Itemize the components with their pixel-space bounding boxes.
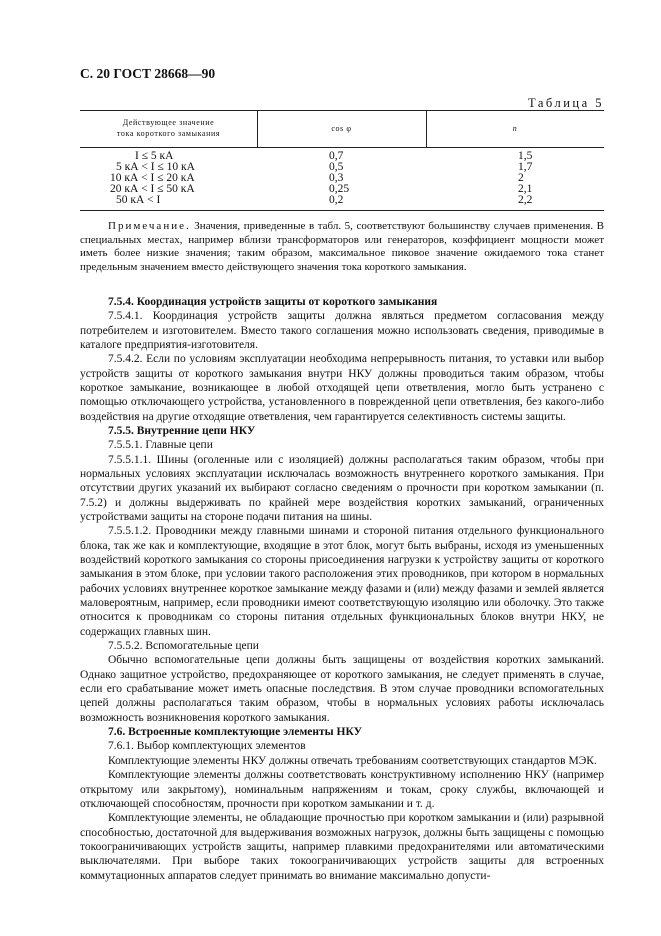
paragraph-7-6-1: 7.6.1. Выбор комплектующих элементов [108,740,306,753]
paragraph-7-5-5-2: 7.5.5.2. Вспомогательные цепи [108,640,259,653]
section-heading-7-5-4: 7.5.4. Координация устройств защиты от короткого замыкания [108,295,438,308]
table-cell-cos: 0,5 [329,161,344,173]
paragraph-7-6-1-a: Комплектующие элементы НКУ должны отвечать требованиям соответствующих стандартов МЭК. [108,754,597,767]
table-cell-n: 1,5 [518,150,533,162]
table-cell-current: I ≤ 5 кА [135,150,174,162]
table-top-rule [80,110,604,111]
paragraph-7-6-1-c: Комплектующие элементы, не обладающие прочностью при коротком замыкании и (или) разрывной способностью, достаточной для выдерживания возможных нагрузок, должны быть защищены с помощью токоограничивающих устройств защиты, например плавкими предохранителями или автоматическими выключателями. При выборе таких токоограничивающих устройств защиты для встроенных коммутационных аппаратов следует принимать во внимание максимально допусти- [80,812,604,882]
paragraph-7-5-4-1: 7.5.4.1. Координация устройств защиты должна являться предметом согласования между потребителем и изготовителем. Вместо такого соглашения можно использовать сведения, приводимые в каталоге предприятия-изготовителя. [80,310,604,351]
table-cell-current: 10 кА < I ≤ 20 кА [110,172,195,184]
section-heading-7-5-5: 7.5.5. Внутренние цепи НКУ [108,424,256,437]
paragraph-7-5-5-1-1: 7.5.5.1.1. Шины (оголенные или с изоляцией) должны располагаться таким образом, чтобы при нормальных условиях эксплуатации исключалась возможность внутреннего короткого замыкания. При отсутствии других указаний их выбирают согласно сведениям о прочности при коротком замыкании (п. 7.5.2) и должны выдерживать по крайней мере воздействия коротких замыканий, ограниченных устройствами защиты на стороне подачи питания на шины. [80,453,604,523]
table-header-n: n [512,124,518,133]
table-cell-cos: 0,3 [329,172,344,184]
page-header: С. 20 ГОСТ 28668—90 [80,66,216,81]
table-cell-n: 1,7 [518,161,533,173]
note-text: Значения, приведенные в табл. 5, соответствуют большинству случаев применения. В специальных местах, например вблизи трансформаторов или генераторов, коэффициент мощности может иметь более низкие значения; таким образом, максимальное пиковое значение ожидаемого тока станет предельным значением вместо действующего значения тока короткого замыкания. [80,220,604,274]
table-cell-cos: 0,7 [329,150,344,162]
table-header-current-line2: тока короткого замыкания [116,129,221,138]
table-cell-current: 5 кА < I ≤ 10 кА [116,161,195,173]
table-header-cos: cos φ [331,124,352,133]
paragraph-7-5-5-1: 7.5.5.1. Главные цепи [108,439,213,452]
table-header-current [80,117,257,139]
note-label: Примечание. [108,220,191,232]
table-caption: Таблица 5 [528,96,604,110]
table-note [80,220,604,275]
table-header-current-line1: Действующее значение [122,118,215,127]
table-cell-cos: 0,25 [329,183,350,195]
table-cell-n: 2 [518,172,524,184]
table-header-rule [80,147,604,148]
paragraph-7-5-5-1-2: 7.5.5.1.2. Проводники между главными шинами и стороной питания отдельного функционального блока, так же как и комплектующие, входящие в этот блок, могут быть выбраны, исходя из уменьшенных воздействий короткого замыкания со стороны присоединения нагрузки к устройству защиты от короткого замыкания в этом блоке, при условии такого расположения этих проводников, при котором в нормальных рабочих условиях внутреннее короткое замыкание между фазами и (или) между фазами и землей является маловероятным, например, если проводники имеют соответствующую изоляцию или оболочку. Это также относится к проводникам со стороны питания отдельных функциональных блоков внутри НКУ, не содержащих главных шин. [80,525,604,638]
document-body [80,220,604,883]
table-cell-n: 2,2 [518,194,533,206]
paragraph-7-5-4-2: 7.5.4.2. Если по условиям эксплуатации необходима непрерывность питания, то уставки или выбор устройств защиты от короткого замыкания внутри НКУ должны проводиться таким образом, чтобы короткое замыкание, возникающее в любой отходящей цепи ответвления, могло быть устранено с помощью отключающего устройства, установленного в поврежденной цепи ответвления, без какого-либо воздействия на другие отходящие ответвления, чем гарантируется селективность системы защиты. [80,353,604,423]
paragraph-7-5-5-2-body: Обычно вспомогательные цепи должны быть защищены от воздействия коротких замыканий. Однако защитное устройство, предохраняющее от короткого замыкания, не следует применять в случае, если его срабатывание может иметь опасные последствия. В этом случае проводники вспомогательных цепей должны располагаться таким образом, чтобы в нормальных условиях работы исключалась возможность возникновения короткого замыкания. [80,654,604,724]
table-cell-cos: 0,2 [329,194,344,206]
table-cell-current: 20 кА < I ≤ 50 кА [110,183,195,195]
section-heading-7-6: 7.6. Встроенные комплектующие элементы НКУ [108,726,363,739]
table-bottom-rule [80,210,604,211]
table-cell-current: 50 кА < I [116,194,161,206]
paragraph-7-6-1-b: Комплектующие элементы должны соответствовать конструктивному исполнению НКУ (например открытому или закрытому), номинальным напряжениям и токам, сроку службы, включающей и отключающей способностям, прочности при коротком замыкании и т. д. [80,769,604,810]
table-cell-n: 2,1 [518,183,533,195]
